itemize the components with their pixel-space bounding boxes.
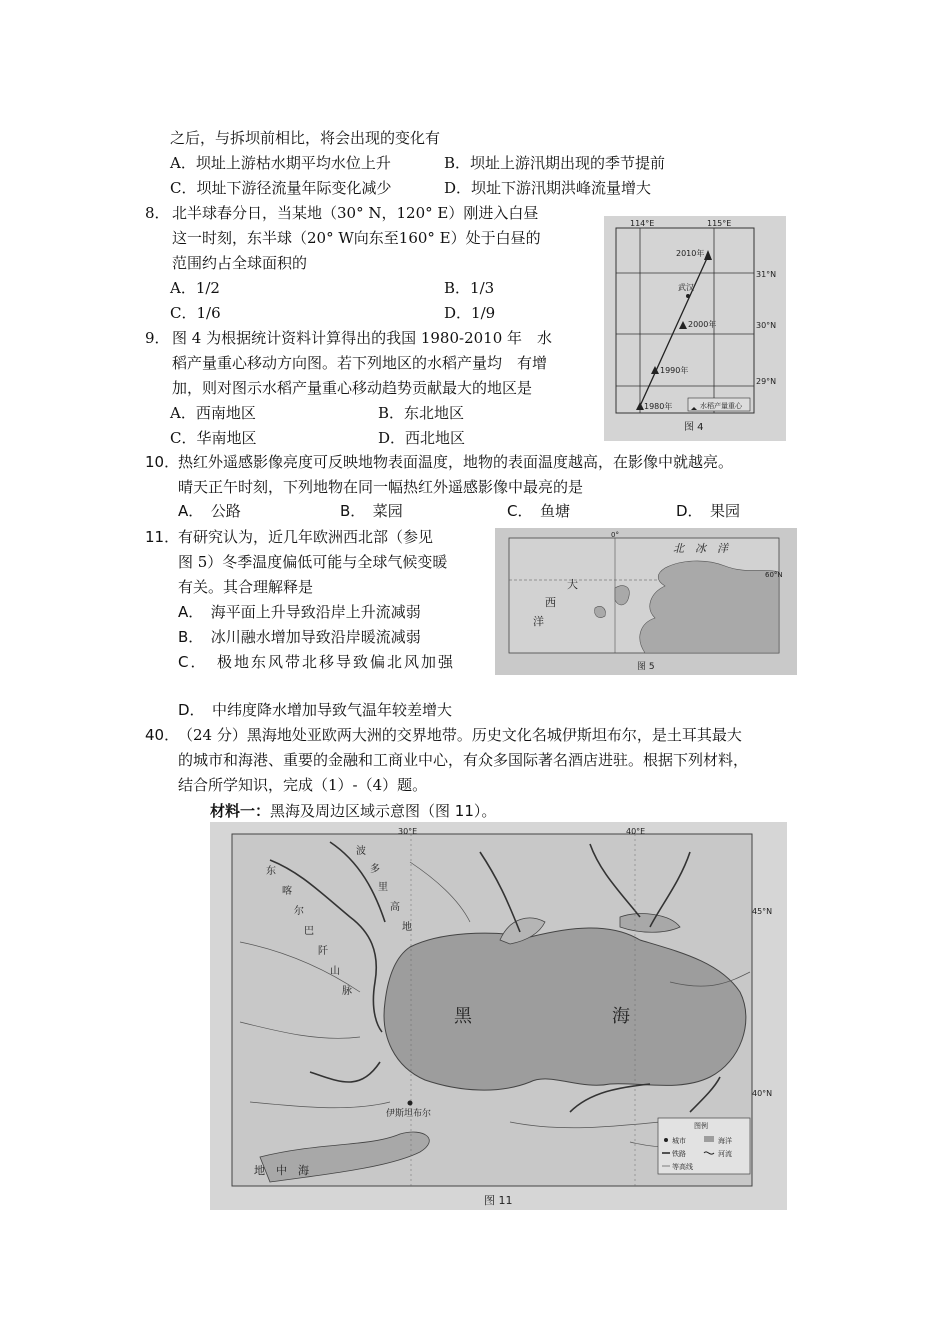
q10-stem-line2: 晴天正午时刻，下列地物在同一幅热红外遥感影像中最亮的是 (178, 478, 584, 496)
fig11-legend-river: 河流 (718, 1150, 732, 1158)
q7-option-c: C．坝址下游径流量年际变化减少 (170, 179, 392, 197)
q7-option-a: A．坝址上游枯水期平均水位上升 (170, 154, 391, 172)
q40-number: 40． (145, 726, 180, 744)
q7-option-d: D．坝址下游汛期洪峰流量增大 (444, 179, 652, 197)
fig11-mountain-char: 阡 (318, 946, 328, 957)
fig4-caption: 图 4 (684, 422, 704, 433)
q11-option-c: C． 极地东风带北移导致偏北风加强 (178, 653, 455, 671)
fig11-lat-40: 40°N (752, 1089, 773, 1098)
q9-stem-line3: 加，则对图示水稻产量重心移动趋势贡献最大的地区是 (172, 379, 533, 397)
fig11-plateau-char: 多 (370, 864, 380, 875)
fig11-plateau-char: 波 (356, 846, 366, 857)
q8-option-d: D．1/9 (444, 304, 496, 322)
figure-11-map (210, 822, 787, 1210)
fig4-city-wuhan: 武汉 (678, 283, 694, 292)
fig4-label-1980: 1980年 (644, 402, 673, 411)
fig11-lat-45: 45°N (752, 907, 773, 916)
q40-stem-line2: 的城市和海港、重要的金融和工商业中心，有众多国际著名酒店进驻。根据下列材料， (178, 751, 749, 769)
fig5-atlantic-b: 西 (545, 596, 556, 609)
fig11-city-istanbul: 伊斯坦布尔 (386, 1109, 432, 1119)
material-text: 黑海及周边区域示意图（图 11）。 (270, 802, 497, 820)
q10-option-c: C． 鱼塘 (507, 502, 570, 520)
figure-11 (210, 822, 787, 1210)
q8-option-a: A．1/2 (170, 279, 220, 297)
fig11-legend-contour: 等高线 (672, 1163, 693, 1171)
q9-option-c: C．华南地区 (170, 429, 257, 447)
q10-option-b: B． 菜园 (340, 502, 403, 520)
fig4-lon-114: 114°E (630, 219, 655, 228)
q40-material-one (210, 801, 496, 821)
q8-stem-line2: 这一时刻，东半球（20° W向东至160° E）处于白昼的 (172, 229, 541, 247)
fig11-lon-30: 30°E (398, 827, 418, 836)
q11-option-d: D． 中纬度降水增加导致气温年较差增大 (178, 701, 453, 719)
figure-4 (604, 216, 786, 441)
fig11-legend-sea: 海洋 (718, 1137, 732, 1145)
figure-5 (495, 528, 797, 675)
fig4-lat-29: 29°N (756, 377, 777, 386)
fig4-label-1990: 1990年 (660, 366, 689, 375)
fig11-lon-40: 40°E (626, 827, 646, 836)
fig11-legend-rail: 铁路 (672, 1150, 686, 1158)
fig11-mountain-char: 巴 (304, 926, 314, 937)
fig11-legend-title: 图例 (694, 1122, 708, 1130)
q11-number: 11． (145, 528, 180, 546)
fig5-caption: 图 5 (637, 662, 655, 672)
fig11-mountain-char: 山 (330, 966, 340, 977)
fig11-mountain-char: 脉 (342, 986, 352, 997)
fig5-lon-0: 0° (611, 531, 619, 539)
q8-stem-line1: 北半球春分日，当某地（30° N，120° E）刚进入白昼 (172, 204, 539, 222)
material-label: 材料一： (210, 802, 271, 820)
q10-option-a: A． 公路 (178, 502, 241, 520)
fig4-lat-31: 31°N (756, 270, 777, 279)
q7-stem: 之后，与拆坝前相比，将会出现的变化有 (170, 129, 441, 147)
q7-option-b: B．坝址上游汛期出现的季节提前 (444, 154, 666, 172)
q11-stem-line2: 图 5）冬季温度偏低可能与全球气候变暖 (178, 553, 448, 571)
fig11-mountain-char: 尔 (294, 906, 304, 917)
fig5-atlantic-c: 洋 (533, 615, 544, 628)
fig5-atlantic-a: 大 (567, 578, 578, 591)
fig4-lat-30: 30°N (756, 321, 777, 330)
fig11-sea-label-right: 海 (612, 1006, 630, 1027)
q11-stem-line1: 有研究认为，近几年欧洲西北部（参见 (178, 528, 434, 546)
fig5-arctic-ocean: 北 冰 洋 (673, 542, 728, 555)
q10-stem-line1: 热红外遥感影像亮度可反映地物表面温度，地物的表面温度越高，在影像中就越亮。 (178, 453, 734, 471)
fig4-label-2010: 2010年 (676, 249, 705, 258)
fig5-lat-60: 60°N (765, 571, 783, 579)
q9-option-a: A．西南地区 (170, 404, 256, 422)
q11-option-b: B． 冰川融水增加导致沿岸暖流减弱 (178, 628, 421, 646)
q11-option-a: A． 海平面上升导致沿岸上升流减弱 (178, 603, 421, 621)
q9-option-b: B．东北地区 (378, 404, 465, 422)
fig4-legend: 水稻产量重心 (700, 402, 742, 410)
fig4-lon-115: 115°E (707, 219, 732, 228)
fig11-sea-label-left: 黑 (454, 1006, 472, 1027)
fig11-caption: 图 11 (484, 1194, 513, 1207)
q9-stem-line2: 稻产量重心移动方向图。若下列地区的水稻产量均 有增 (172, 354, 548, 372)
q8-option-c: C．1/6 (170, 304, 221, 322)
q40-stem-line3: 结合所学知识，完成（1）-（4）题。 (178, 776, 428, 794)
q9-stem-line1: 图 4 为根据统计资料计算得出的我国 1980-2010 年 水 (172, 329, 553, 347)
figure-5-map (495, 528, 797, 675)
fig11-plateau-char: 里 (378, 882, 388, 893)
fig11-mediterranean: 地 中 海 (254, 1164, 309, 1177)
q9-option-d: D．西北地区 (378, 429, 466, 447)
q40-stem-line1: （24 分）黑海地处亚欧两大洲的交界地带。历史文化名城伊斯坦布尔，是土耳其最大 (178, 726, 742, 744)
figure-4-map (604, 216, 786, 441)
q10-option-d: D． 果园 (676, 502, 741, 520)
fig11-legend-city: 城市 (672, 1137, 686, 1145)
q8-option-b: B．1/3 (444, 279, 495, 297)
fig11-plateau-char: 高 (390, 902, 400, 913)
q8-number: 8． (145, 204, 170, 222)
fig11-mountain-char: 东 (266, 866, 276, 877)
q11-stem-line3: 有关。其合理解释是 (178, 578, 314, 596)
q10-number: 10． (145, 453, 180, 471)
fig4-label-2000: 2000年 (688, 320, 717, 329)
fig11-plateau-char: 地 (402, 922, 412, 933)
q9-number: 9． (145, 329, 170, 347)
q8-stem-line3: 范围约占全球面积的 (172, 254, 308, 272)
fig11-mountain-char: 喀 (282, 886, 292, 897)
